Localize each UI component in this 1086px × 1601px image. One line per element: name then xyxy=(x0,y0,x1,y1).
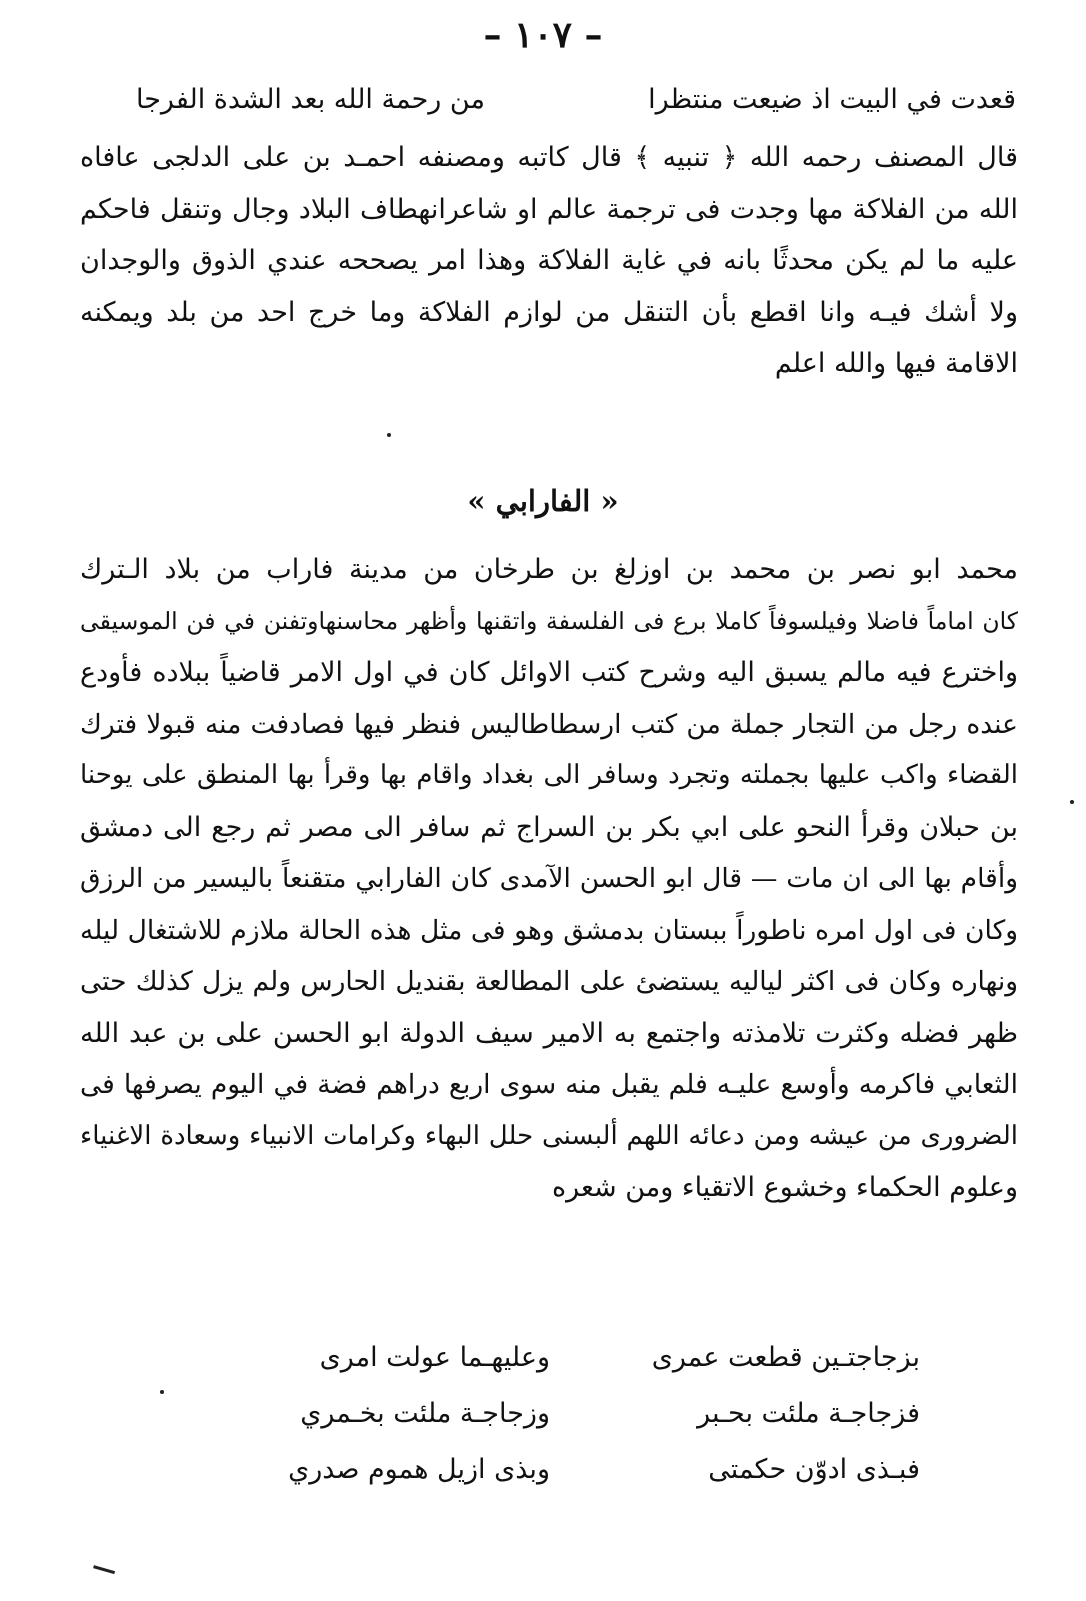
note-paragraph xyxy=(80,132,1018,390)
poem-first-hemistich: فزجاجـة ملئت بحـبر xyxy=(697,1398,920,1429)
poem-first-hemistich: فبـذى ادوّن حكمتى xyxy=(708,1454,920,1485)
paragraph-line: وعلوم الحكماء وخشوع الاتقياء ومن شعره xyxy=(551,1172,1018,1203)
paragraph-line: ظهر فضله وكثرت تلامذته واجتمع به الامير سيف الدولة ابو الحسن على بن عبد الله xyxy=(80,1017,1018,1049)
verse-second-hemistich: من رحمة الله بعد الشدة الفرجا xyxy=(136,84,485,115)
ink-speck xyxy=(387,433,391,437)
paragraph-line: الاقامة فيها والله اعلم xyxy=(774,348,1018,379)
paragraph-line: وكان فى اول امره ناطوراً ببستان بدمشق وهو فى مثل هذه الحالة ملازم للاشتغال ليله xyxy=(80,914,1018,946)
poem-line xyxy=(260,1386,920,1442)
paragraph-line: محمد ابو نصر بن محمد بن اوزلغ بن طرخان من مدينة فاراب من بلاد الـترك xyxy=(80,554,1018,585)
paragraph-line: قال المصنف رحمه الله ﴿ تنبيه ﴾ قال كاتبه ومصنفه احمـد بن على الدلجى عافاه xyxy=(80,142,1018,173)
corner-ink-mark xyxy=(91,1565,115,1582)
verse-first-hemistich: قعدت في البيت اذ ضيعت منتظرا xyxy=(648,84,1016,115)
paragraph-line: الضرورى من عيشه ومن دعائه اللهم ألبسنى حلل البهاء وكرامات الانبياء وسعادة الاغنياء xyxy=(80,1120,1018,1151)
section-title: « الفارابي » xyxy=(467,484,619,518)
ink-speck xyxy=(160,1390,164,1394)
paragraph-line: بن حبلان وقرأ النحو على ابي بكر بن السراج ثم سافر الى مصر ثم رجع الى دمشق xyxy=(80,811,1018,843)
paragraph-line: الثعابي فاكرمه وأوسع عليـه فلم يقبل منه سوى اربع دراهم فضة في اليوم يصرفها فى xyxy=(80,1069,1018,1100)
biography-paragraph xyxy=(80,544,1018,1214)
poem-line xyxy=(260,1442,920,1498)
paragraph-line: عليه ما لم يكن محدثًا بانه في غاية الفلاكة وهذا امر يصححه عندي الذوق والوجدان xyxy=(80,245,1018,276)
paragraph-line: الله من الفلاكة مها وجدت فى ترجمة عالم او شاعرانهطاف البلاد وجال وتنقل فاحكم xyxy=(80,193,1018,225)
ink-speck xyxy=(1070,800,1074,804)
paragraph-line: ونهاره وكان فى اكثر لياليه يستضئ على المطالعة بقنديل الحارس ولم يزل كذلك حتى xyxy=(80,966,1018,997)
poem-second-hemistich: وبذى ازيل هموم صدري xyxy=(288,1454,550,1485)
poem-first-hemistich: بزجاجتـين قطعت عمرى xyxy=(651,1342,920,1373)
page-number: – ١٠٧ – xyxy=(483,14,603,56)
paragraph-line: ولا أشك فيـه وانا اقطع بأن التنقل من لوازم الفلاكة وما خرج احد من بلد ويمكنه xyxy=(80,296,1018,328)
poem-second-hemistich: وعليهـما عولت امرى xyxy=(319,1342,550,1373)
paragraph-line: عنده رجل من التجار جملة من كتب ارسطاطاليس فنظر فيها فصادفت منه قبولا فترك xyxy=(80,708,1018,740)
paragraph-line: واخترع فيه مالم يسبق اليه وشرح كتب الاوائل كان في اول الامر قاضياً ببلاده فأودع xyxy=(80,657,1018,688)
poem xyxy=(260,1330,920,1498)
paragraph-line: كان اماماً فاضلا وفيلسوفاً كاملا برع فى الفلسفة واتقنها وأظهر محاسنهاوتفنن في فن الموسيقى xyxy=(80,606,1018,635)
opening-verse xyxy=(136,78,1016,122)
poem-line xyxy=(260,1330,920,1386)
paragraph-line: القضاء واكب عليها بجملته وتجرد وسافر الى بغداد واقام بها وقرأ بها المنطق على يوحنا xyxy=(80,760,1018,790)
paragraph-line: وأقام بها الى ان مات — قال ابو الحسن الآمدى كان الفارابي متقنعاً باليسير من الرزق xyxy=(80,863,1018,894)
poem-second-hemistich: وزجاجـة ملئت بخـمري xyxy=(300,1398,550,1429)
